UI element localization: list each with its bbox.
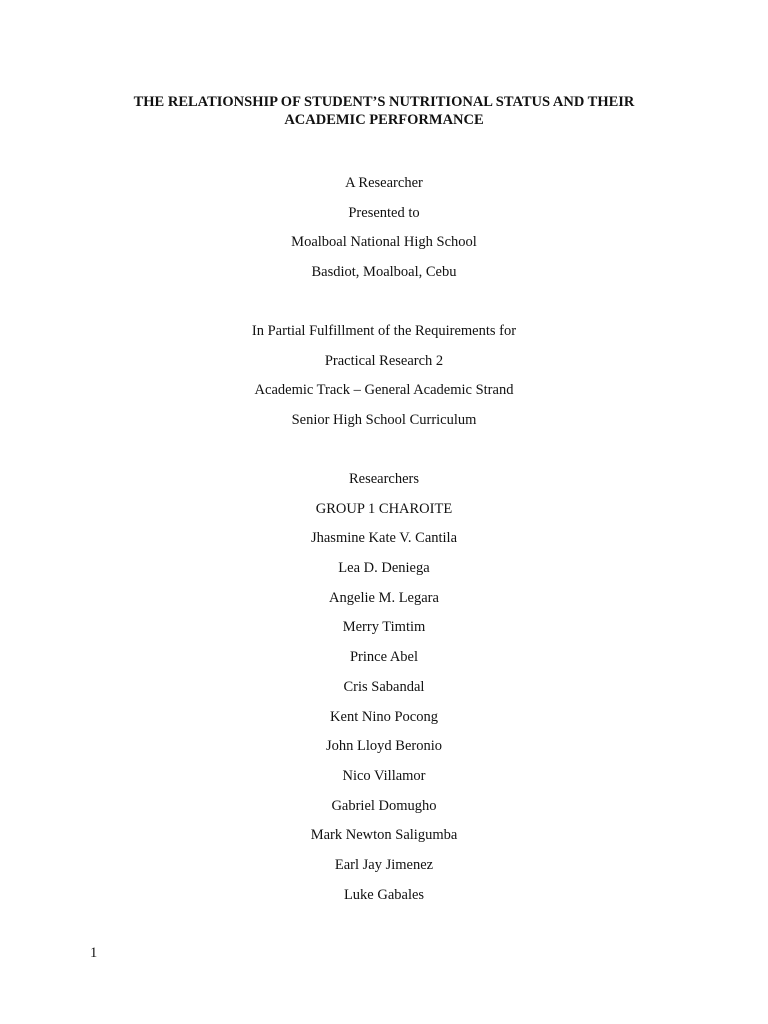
presented-block: [0, 173, 768, 292]
researcher-name: Mark Newton Saligumba: [310, 827, 458, 844]
researchers-heading: Researchers: [348, 471, 420, 487]
page-number: 1: [90, 945, 98, 961]
fulfillment-block: [0, 321, 768, 440]
researcher-name: John Lloyd Beronio: [326, 738, 442, 755]
researcher-name: Cris Sabandal: [343, 678, 425, 695]
fulfillment-line: Academic Track – General Academic Strand: [254, 382, 514, 399]
presented-line: Basdiot, Moalboal, Cebu: [311, 264, 457, 281]
researcher-name: Prince Abel: [349, 649, 419, 666]
document-title: [0, 93, 768, 129]
researcher-name: Jhasmine Kate V. Cantila: [310, 530, 458, 547]
researcher-name: Luke Gabales: [343, 886, 425, 903]
fulfillment-line: Senior High School Curriculum: [291, 412, 477, 429]
researcher-name: Merry Timtim: [342, 619, 426, 636]
presented-line: Moalboal National High School: [291, 234, 477, 251]
researchers-block: [0, 469, 768, 914]
researcher-name: Lea D. Deniega: [338, 560, 430, 577]
title-line-2: ACADEMIC PERFORMANCE: [284, 112, 484, 128]
presented-line: Presented to: [348, 204, 420, 221]
fulfillment-line: Practical Research 2: [324, 352, 444, 369]
researcher-name: Earl Jay Jimenez: [334, 856, 434, 873]
group-name: GROUP 1 CHAROITE: [315, 500, 453, 517]
presented-line: A Researcher: [345, 175, 423, 191]
researcher-name: Kent Nino Pocong: [330, 708, 438, 725]
title-line-1: THE RELATIONSHIP OF STUDENT’S NUTRITIONAL STATUS AND THEIR: [133, 94, 635, 110]
researcher-name: Gabriel Domugho: [331, 797, 437, 814]
researcher-name: Nico Villamor: [342, 767, 426, 784]
fulfillment-line: In Partial Fulfillment of the Requirements for: [251, 323, 517, 339]
researcher-name: Angelie M. Legara: [329, 589, 439, 606]
